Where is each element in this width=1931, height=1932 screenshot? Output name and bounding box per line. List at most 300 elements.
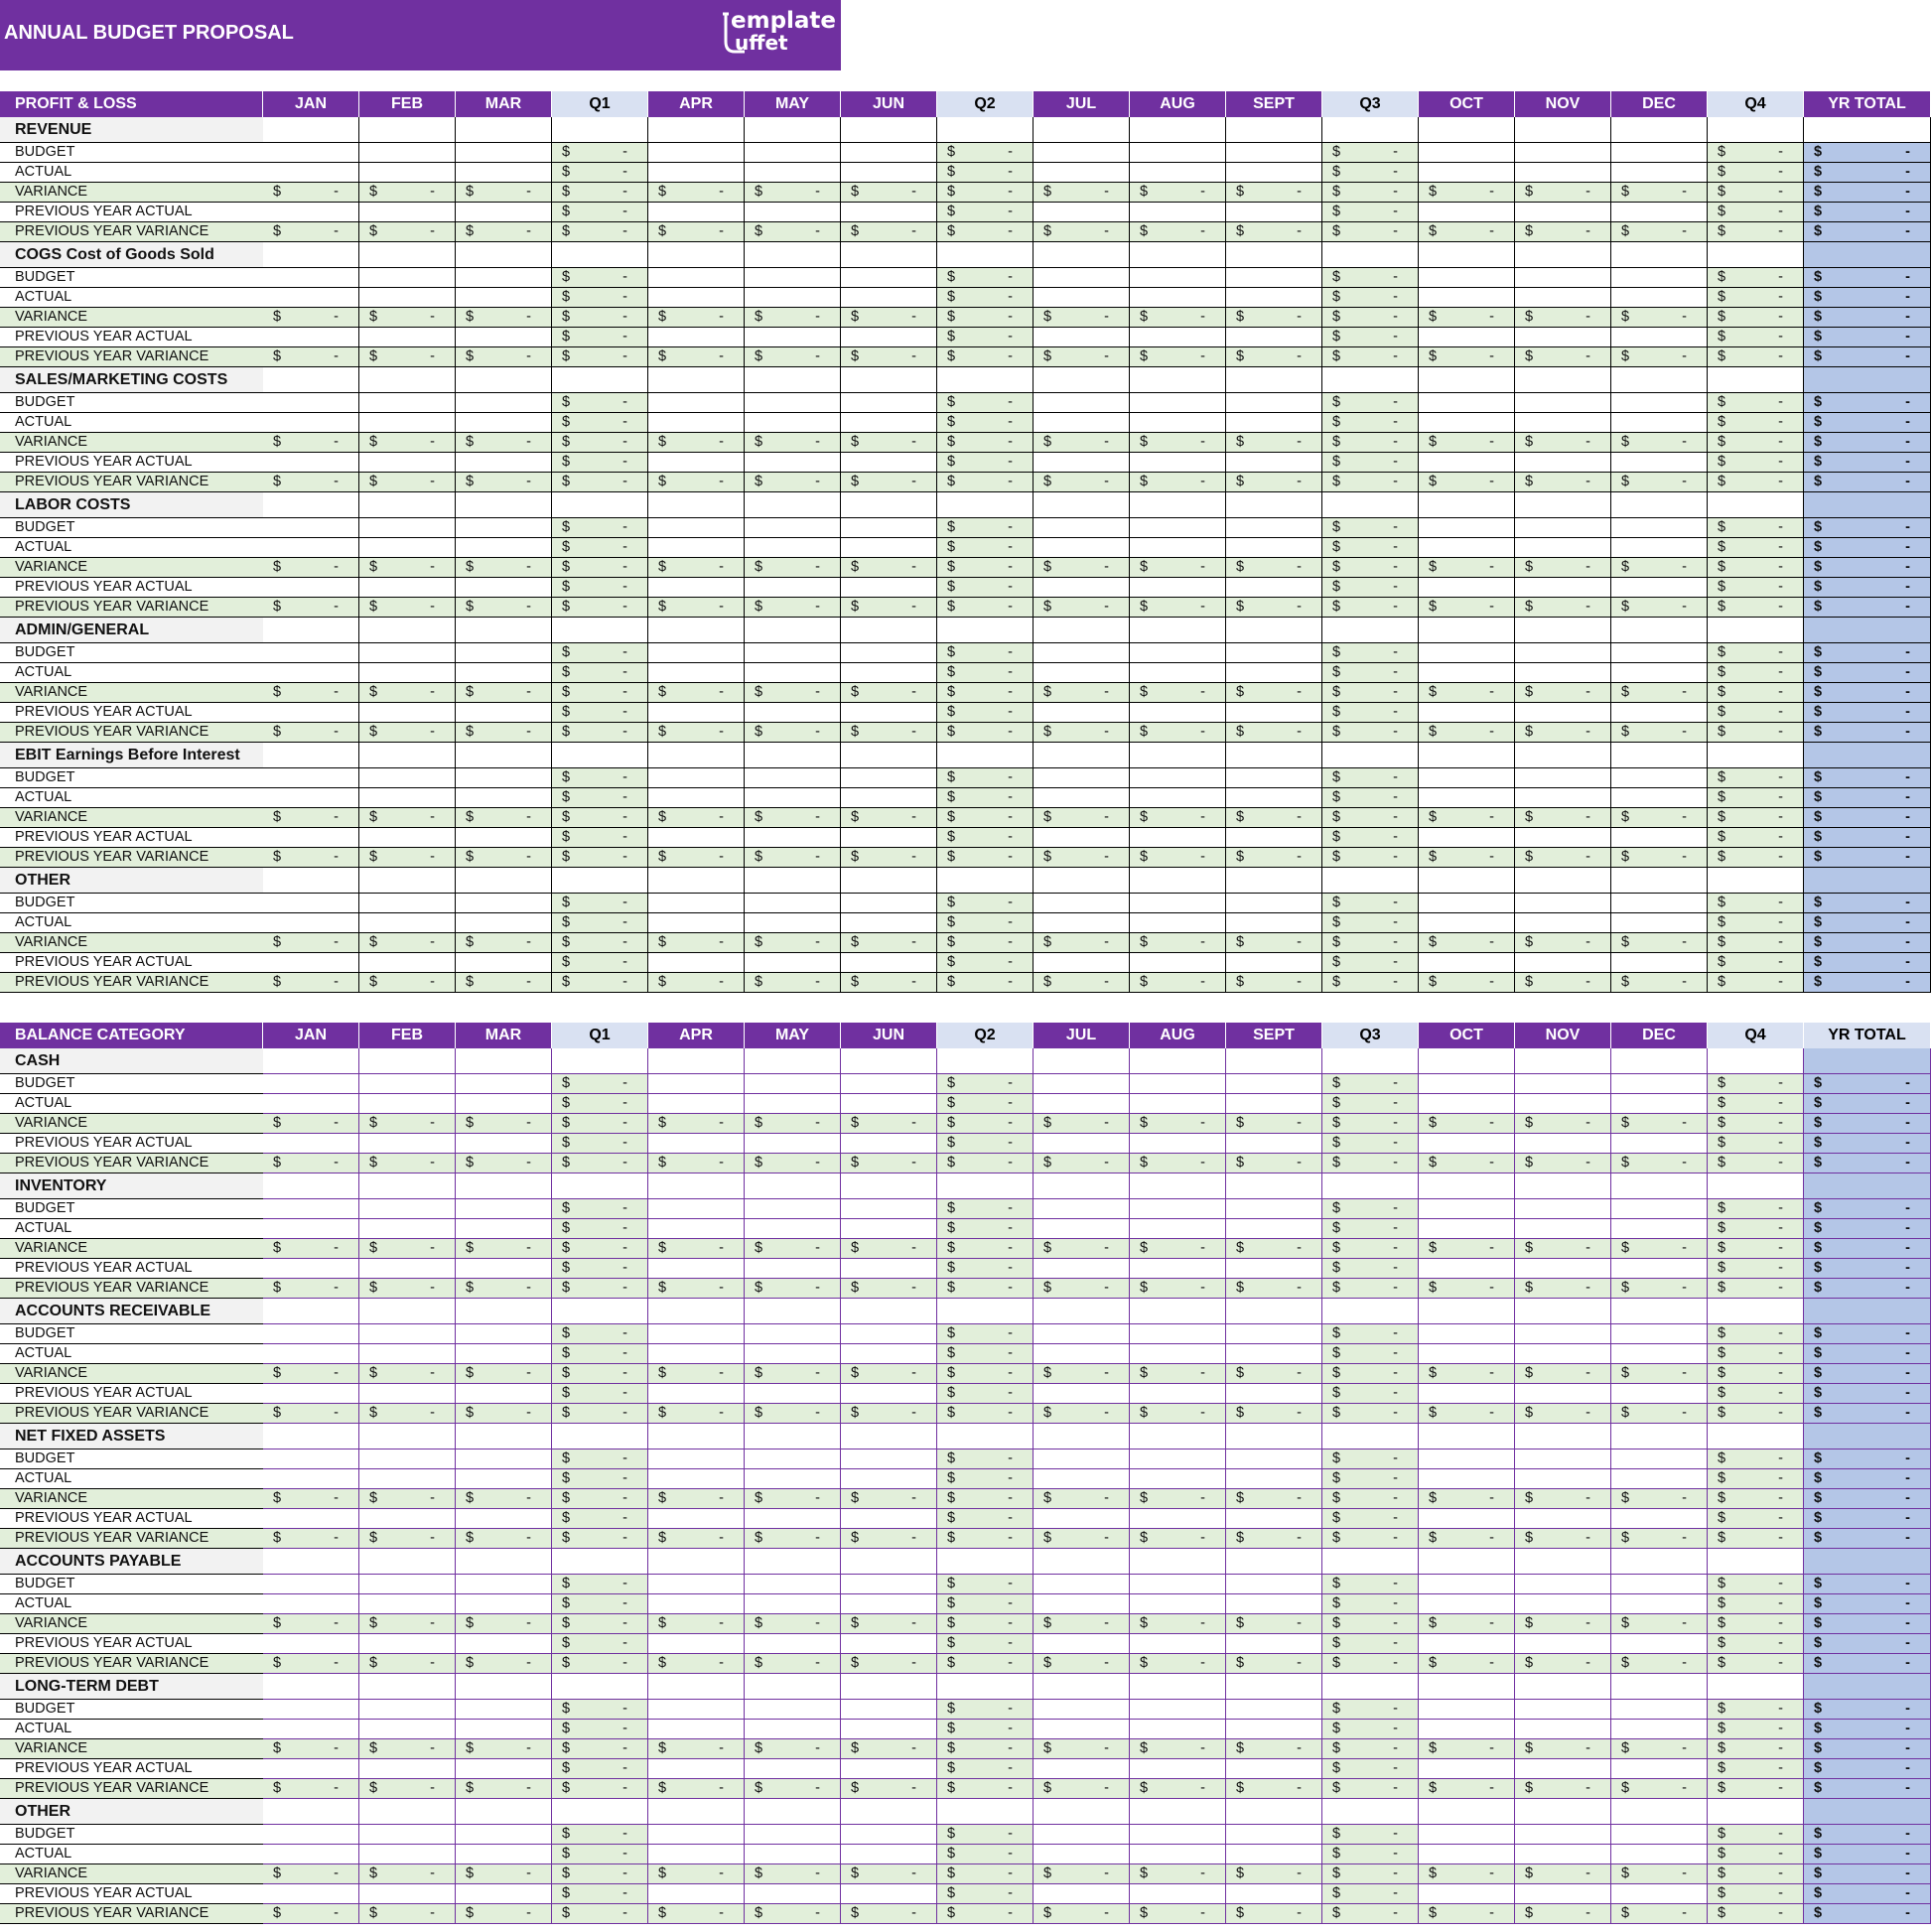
value-cell[interactable] — [552, 788, 648, 808]
value-cell[interactable] — [263, 1324, 359, 1344]
value-cell[interactable] — [1708, 203, 1804, 222]
value-cell[interactable] — [1130, 1529, 1226, 1549]
column-header-feb[interactable]: FEB — [359, 91, 456, 117]
value-cell[interactable] — [1611, 1575, 1708, 1594]
value-cell[interactable] — [841, 1575, 937, 1594]
value-cell[interactable] — [263, 1654, 359, 1674]
value-cell[interactable] — [1515, 1384, 1611, 1404]
value-cell[interactable] — [1515, 953, 1611, 973]
value-cell[interactable] — [841, 1904, 937, 1924]
value-cell[interactable] — [456, 268, 552, 288]
value-cell[interactable] — [359, 347, 456, 367]
grid-cell[interactable] — [1322, 492, 1419, 518]
value-cell[interactable] — [456, 953, 552, 973]
value-cell[interactable] — [937, 913, 1034, 933]
grid-cell[interactable] — [1515, 117, 1611, 143]
value-cell[interactable] — [359, 1094, 456, 1114]
value-cell[interactable] — [1034, 598, 1130, 618]
value-cell[interactable] — [1226, 1904, 1322, 1924]
grid-cell[interactable] — [1130, 1799, 1226, 1825]
value-cell[interactable] — [745, 973, 841, 993]
value-cell[interactable] — [1034, 1594, 1130, 1614]
value-cell[interactable] — [456, 1904, 552, 1924]
value-cell[interactable] — [1322, 268, 1419, 288]
value-cell[interactable] — [1515, 703, 1611, 723]
value-cell[interactable] — [1226, 433, 1322, 453]
value-cell[interactable] — [1322, 1094, 1419, 1114]
value-cell[interactable] — [648, 203, 745, 222]
value-cell[interactable] — [1804, 788, 1931, 808]
value-cell[interactable] — [1804, 723, 1931, 743]
value-cell[interactable] — [841, 328, 937, 347]
value-cell[interactable] — [841, 1279, 937, 1299]
value-cell[interactable] — [937, 1114, 1034, 1134]
value-cell[interactable] — [937, 1489, 1034, 1509]
value-cell[interactable] — [1515, 1845, 1611, 1864]
value-cell[interactable] — [648, 1114, 745, 1134]
value-cell[interactable] — [263, 413, 359, 433]
value-cell[interactable] — [359, 143, 456, 163]
value-cell[interactable] — [1611, 1259, 1708, 1279]
value-cell[interactable] — [1708, 143, 1804, 163]
value-cell[interactable] — [1322, 953, 1419, 973]
value-cell[interactable] — [1130, 1279, 1226, 1299]
value-cell[interactable] — [1419, 1700, 1515, 1720]
value-cell[interactable] — [552, 558, 648, 578]
value-cell[interactable] — [1804, 1404, 1931, 1424]
value-cell[interactable] — [1515, 1634, 1611, 1654]
value-cell[interactable] — [456, 288, 552, 308]
value-cell[interactable] — [456, 1279, 552, 1299]
value-cell[interactable] — [1515, 1864, 1611, 1884]
value-cell[interactable] — [1034, 1825, 1130, 1845]
value-cell[interactable] — [263, 1759, 359, 1779]
value-cell[interactable] — [1034, 433, 1130, 453]
value-cell[interactable] — [1708, 1114, 1804, 1134]
grid-cell[interactable] — [1804, 1799, 1931, 1825]
column-header-yr-total[interactable]: YR TOTAL — [1804, 1023, 1931, 1048]
value-cell[interactable] — [1419, 1654, 1515, 1674]
value-cell[interactable] — [1226, 1134, 1322, 1154]
value-cell[interactable] — [359, 768, 456, 788]
grid-cell[interactable] — [1034, 618, 1130, 643]
value-cell[interactable] — [1515, 1825, 1611, 1845]
value-cell[interactable] — [1804, 1449, 1931, 1469]
value-cell[interactable] — [263, 933, 359, 953]
grid-cell[interactable] — [359, 242, 456, 268]
value-cell[interactable] — [745, 433, 841, 453]
value-cell[interactable] — [263, 1074, 359, 1094]
value-cell[interactable] — [648, 1575, 745, 1594]
grid-cell[interactable] — [937, 1424, 1034, 1449]
value-cell[interactable] — [745, 1825, 841, 1845]
value-cell[interactable] — [1515, 1529, 1611, 1549]
value-cell[interactable] — [745, 1094, 841, 1114]
value-cell[interactable] — [552, 1449, 648, 1469]
value-cell[interactable] — [263, 598, 359, 618]
value-cell[interactable] — [1226, 1594, 1322, 1614]
value-cell[interactable] — [1515, 828, 1611, 848]
value-cell[interactable] — [841, 1219, 937, 1239]
value-cell[interactable] — [1708, 1469, 1804, 1489]
value-cell[interactable] — [841, 1384, 937, 1404]
value-cell[interactable] — [841, 288, 937, 308]
value-cell[interactable] — [841, 578, 937, 598]
value-cell[interactable] — [745, 1720, 841, 1739]
value-cell[interactable] — [263, 538, 359, 558]
value-cell[interactable] — [263, 1864, 359, 1884]
value-cell[interactable] — [552, 328, 648, 347]
value-cell[interactable] — [1322, 413, 1419, 433]
grid-cell[interactable] — [263, 242, 359, 268]
value-cell[interactable] — [1419, 1845, 1515, 1864]
value-cell[interactable] — [648, 598, 745, 618]
value-cell[interactable] — [937, 328, 1034, 347]
value-cell[interactable] — [648, 808, 745, 828]
value-cell[interactable] — [937, 1845, 1034, 1864]
value-cell[interactable] — [1130, 1654, 1226, 1674]
value-cell[interactable] — [1708, 328, 1804, 347]
value-cell[interactable] — [1226, 328, 1322, 347]
value-cell[interactable] — [841, 953, 937, 973]
grid-cell[interactable] — [552, 367, 648, 393]
value-cell[interactable] — [1322, 1469, 1419, 1489]
value-cell[interactable] — [841, 1364, 937, 1384]
value-cell[interactable] — [745, 222, 841, 242]
value-cell[interactable] — [1130, 723, 1226, 743]
value-cell[interactable] — [552, 1324, 648, 1344]
value-cell[interactable] — [648, 328, 745, 347]
value-cell[interactable] — [1419, 183, 1515, 203]
value-cell[interactable] — [1611, 953, 1708, 973]
grid-cell[interactable] — [1515, 367, 1611, 393]
value-cell[interactable] — [359, 1509, 456, 1529]
value-cell[interactable] — [359, 1720, 456, 1739]
value-cell[interactable] — [1226, 538, 1322, 558]
value-cell[interactable] — [1708, 913, 1804, 933]
value-cell[interactable] — [359, 538, 456, 558]
value-cell[interactable] — [1611, 598, 1708, 618]
value-cell[interactable] — [1611, 578, 1708, 598]
value-cell[interactable] — [1322, 1449, 1419, 1469]
value-cell[interactable] — [1611, 222, 1708, 242]
value-cell[interactable] — [1611, 1720, 1708, 1739]
value-cell[interactable] — [1034, 143, 1130, 163]
value-cell[interactable] — [1226, 1239, 1322, 1259]
value-cell[interactable] — [1804, 848, 1931, 868]
value-cell[interactable] — [1322, 473, 1419, 492]
value-cell[interactable] — [1130, 222, 1226, 242]
value-cell[interactable] — [648, 1199, 745, 1219]
value-cell[interactable] — [1515, 163, 1611, 183]
value-cell[interactable] — [1130, 1324, 1226, 1344]
value-cell[interactable] — [263, 558, 359, 578]
grid-cell[interactable] — [1804, 618, 1931, 643]
grid-cell[interactable] — [1322, 1549, 1419, 1575]
value-cell[interactable] — [1130, 1825, 1226, 1845]
value-cell[interactable] — [1708, 1279, 1804, 1299]
value-cell[interactable] — [841, 1614, 937, 1634]
value-cell[interactable] — [1515, 1489, 1611, 1509]
value-cell[interactable] — [1034, 1364, 1130, 1384]
value-cell[interactable] — [745, 1864, 841, 1884]
value-cell[interactable] — [1226, 1509, 1322, 1529]
value-cell[interactable] — [1515, 1364, 1611, 1384]
grid-cell[interactable] — [745, 1048, 841, 1074]
value-cell[interactable] — [456, 163, 552, 183]
value-cell[interactable] — [841, 828, 937, 848]
value-cell[interactable] — [1322, 1134, 1419, 1154]
value-cell[interactable] — [648, 1074, 745, 1094]
value-cell[interactable] — [1034, 413, 1130, 433]
value-cell[interactable] — [1419, 1259, 1515, 1279]
value-cell[interactable] — [841, 913, 937, 933]
grid-cell[interactable] — [1226, 117, 1322, 143]
value-cell[interactable] — [456, 1509, 552, 1529]
value-cell[interactable] — [263, 1529, 359, 1549]
value-cell[interactable] — [1804, 953, 1931, 973]
column-header-oct[interactable]: OCT — [1419, 1023, 1515, 1048]
value-cell[interactable] — [1226, 1219, 1322, 1239]
value-cell[interactable] — [1804, 1259, 1931, 1279]
value-cell[interactable] — [1611, 1154, 1708, 1173]
value-cell[interactable] — [1034, 683, 1130, 703]
grid-cell[interactable] — [1034, 242, 1130, 268]
grid-cell[interactable] — [1708, 1048, 1804, 1074]
grid-cell[interactable] — [456, 1173, 552, 1199]
grid-cell[interactable] — [937, 242, 1034, 268]
value-cell[interactable] — [263, 1884, 359, 1904]
grid-cell[interactable] — [1515, 1048, 1611, 1074]
value-cell[interactable] — [1708, 788, 1804, 808]
value-cell[interactable] — [1708, 1384, 1804, 1404]
value-cell[interactable] — [1515, 663, 1611, 683]
value-cell[interactable] — [359, 1489, 456, 1509]
value-cell[interactable] — [1804, 1489, 1931, 1509]
column-header-apr[interactable]: APR — [648, 91, 745, 117]
grid-cell[interactable] — [263, 117, 359, 143]
value-cell[interactable] — [1226, 453, 1322, 473]
value-cell[interactable] — [745, 1759, 841, 1779]
grid-cell[interactable] — [1322, 1799, 1419, 1825]
grid-cell[interactable] — [456, 242, 552, 268]
grid-cell[interactable] — [552, 1549, 648, 1575]
value-cell[interactable] — [1322, 1279, 1419, 1299]
grid-cell[interactable] — [1708, 367, 1804, 393]
value-cell[interactable] — [1130, 143, 1226, 163]
value-cell[interactable] — [263, 1594, 359, 1614]
value-cell[interactable] — [263, 393, 359, 413]
value-cell[interactable] — [263, 683, 359, 703]
value-cell[interactable] — [1034, 163, 1130, 183]
value-cell[interactable] — [937, 518, 1034, 538]
grid-cell[interactable] — [648, 367, 745, 393]
value-cell[interactable] — [359, 788, 456, 808]
value-cell[interactable] — [1515, 1324, 1611, 1344]
value-cell[interactable] — [1419, 203, 1515, 222]
value-cell[interactable] — [1130, 828, 1226, 848]
value-cell[interactable] — [1515, 143, 1611, 163]
value-cell[interactable] — [552, 413, 648, 433]
grid-cell[interactable] — [1708, 1674, 1804, 1700]
value-cell[interactable] — [359, 1449, 456, 1469]
value-cell[interactable] — [648, 1904, 745, 1924]
value-cell[interactable] — [1611, 723, 1708, 743]
value-cell[interactable] — [359, 433, 456, 453]
value-cell[interactable] — [1226, 1614, 1322, 1634]
value-cell[interactable] — [552, 1114, 648, 1134]
value-cell[interactable] — [359, 1739, 456, 1759]
value-cell[interactable] — [1322, 1779, 1419, 1799]
value-cell[interactable] — [552, 913, 648, 933]
grid-cell[interactable] — [552, 1173, 648, 1199]
grid-cell[interactable] — [552, 1048, 648, 1074]
value-cell[interactable] — [1130, 848, 1226, 868]
value-cell[interactable] — [1804, 268, 1931, 288]
value-cell[interactable] — [648, 1364, 745, 1384]
value-cell[interactable] — [648, 1594, 745, 1614]
value-cell[interactable] — [745, 1529, 841, 1549]
value-cell[interactable] — [1226, 723, 1322, 743]
value-cell[interactable] — [1130, 894, 1226, 913]
value-cell[interactable] — [1130, 1575, 1226, 1594]
value-cell[interactable] — [552, 1904, 648, 1924]
grid-cell[interactable] — [1130, 367, 1226, 393]
grid-cell[interactable] — [1130, 868, 1226, 894]
value-cell[interactable] — [1034, 328, 1130, 347]
value-cell[interactable] — [1034, 913, 1130, 933]
value-cell[interactable] — [745, 1199, 841, 1219]
value-cell[interactable] — [937, 848, 1034, 868]
value-cell[interactable] — [841, 723, 937, 743]
value-cell[interactable] — [1515, 393, 1611, 413]
grid-cell[interactable] — [745, 242, 841, 268]
value-cell[interactable] — [456, 1364, 552, 1384]
grid-cell[interactable] — [263, 1424, 359, 1449]
value-cell[interactable] — [1226, 973, 1322, 993]
value-cell[interactable] — [937, 1134, 1034, 1154]
value-cell[interactable] — [1034, 788, 1130, 808]
value-cell[interactable] — [1515, 1114, 1611, 1134]
value-cell[interactable] — [937, 1634, 1034, 1654]
value-cell[interactable] — [1419, 453, 1515, 473]
value-cell[interactable] — [1419, 683, 1515, 703]
value-cell[interactable] — [552, 347, 648, 367]
value-cell[interactable] — [1130, 1864, 1226, 1884]
value-cell[interactable] — [552, 703, 648, 723]
value-cell[interactable] — [1322, 288, 1419, 308]
value-cell[interactable] — [263, 308, 359, 328]
value-cell[interactable] — [937, 1529, 1034, 1549]
value-cell[interactable] — [745, 183, 841, 203]
value-cell[interactable] — [1515, 1739, 1611, 1759]
value-cell[interactable] — [937, 1739, 1034, 1759]
value-cell[interactable] — [1130, 808, 1226, 828]
value-cell[interactable] — [552, 1575, 648, 1594]
value-cell[interactable] — [648, 538, 745, 558]
value-cell[interactable] — [1419, 1219, 1515, 1239]
grid-cell[interactable] — [1419, 1674, 1515, 1700]
value-cell[interactable] — [456, 973, 552, 993]
value-cell[interactable] — [1708, 1344, 1804, 1364]
value-cell[interactable] — [552, 1700, 648, 1720]
value-cell[interactable] — [745, 1594, 841, 1614]
value-cell[interactable] — [1708, 288, 1804, 308]
value-cell[interactable] — [841, 663, 937, 683]
value-cell[interactable] — [1034, 894, 1130, 913]
value-cell[interactable] — [1611, 913, 1708, 933]
value-cell[interactable] — [263, 1114, 359, 1134]
value-cell[interactable] — [1515, 1404, 1611, 1424]
grid-cell[interactable] — [841, 1799, 937, 1825]
value-cell[interactable] — [937, 1219, 1034, 1239]
value-cell[interactable] — [263, 183, 359, 203]
value-cell[interactable] — [1130, 1114, 1226, 1134]
value-cell[interactable] — [1611, 1074, 1708, 1094]
value-cell[interactable] — [1034, 538, 1130, 558]
value-cell[interactable] — [263, 703, 359, 723]
value-cell[interactable] — [456, 1154, 552, 1173]
value-cell[interactable] — [745, 558, 841, 578]
value-cell[interactable] — [1804, 183, 1931, 203]
value-cell[interactable] — [841, 203, 937, 222]
value-cell[interactable] — [1515, 203, 1611, 222]
value-cell[interactable] — [1708, 1489, 1804, 1509]
grid-cell[interactable] — [841, 1299, 937, 1324]
grid-cell[interactable] — [841, 618, 937, 643]
grid-cell[interactable] — [1034, 117, 1130, 143]
value-cell[interactable] — [359, 1344, 456, 1364]
value-cell[interactable] — [1322, 222, 1419, 242]
value-cell[interactable] — [1226, 1154, 1322, 1173]
value-cell[interactable] — [745, 703, 841, 723]
value-cell[interactable] — [1322, 1384, 1419, 1404]
grid-cell[interactable] — [937, 743, 1034, 768]
value-cell[interactable] — [648, 1384, 745, 1404]
grid-cell[interactable] — [1611, 868, 1708, 894]
column-header-yr-total[interactable]: YR TOTAL — [1804, 91, 1931, 117]
value-cell[interactable] — [937, 1884, 1034, 1904]
value-cell[interactable] — [1515, 1279, 1611, 1299]
grid-cell[interactable] — [1804, 868, 1931, 894]
value-cell[interactable] — [1611, 1094, 1708, 1114]
value-cell[interactable] — [552, 894, 648, 913]
value-cell[interactable] — [359, 413, 456, 433]
value-cell[interactable] — [1034, 1654, 1130, 1674]
grid-cell[interactable] — [1130, 242, 1226, 268]
value-cell[interactable] — [1804, 1509, 1931, 1529]
value-cell[interactable] — [1322, 1825, 1419, 1845]
value-cell[interactable] — [1226, 183, 1322, 203]
value-cell[interactable] — [1322, 848, 1419, 868]
column-header-apr[interactable]: APR — [648, 1023, 745, 1048]
value-cell[interactable] — [1804, 1779, 1931, 1799]
value-cell[interactable] — [263, 1509, 359, 1529]
value-cell[interactable] — [456, 538, 552, 558]
value-cell[interactable] — [841, 1074, 937, 1094]
column-header-q3[interactable]: Q3 — [1322, 1023, 1419, 1048]
grid-cell[interactable] — [1034, 1424, 1130, 1449]
value-cell[interactable] — [1611, 393, 1708, 413]
grid-cell[interactable] — [1708, 1424, 1804, 1449]
value-cell[interactable] — [1034, 308, 1130, 328]
value-cell[interactable] — [1419, 578, 1515, 598]
value-cell[interactable] — [1130, 913, 1226, 933]
value-cell[interactable] — [1804, 768, 1931, 788]
value-cell[interactable] — [1322, 538, 1419, 558]
value-cell[interactable] — [456, 1134, 552, 1154]
grid-cell[interactable] — [1611, 1048, 1708, 1074]
